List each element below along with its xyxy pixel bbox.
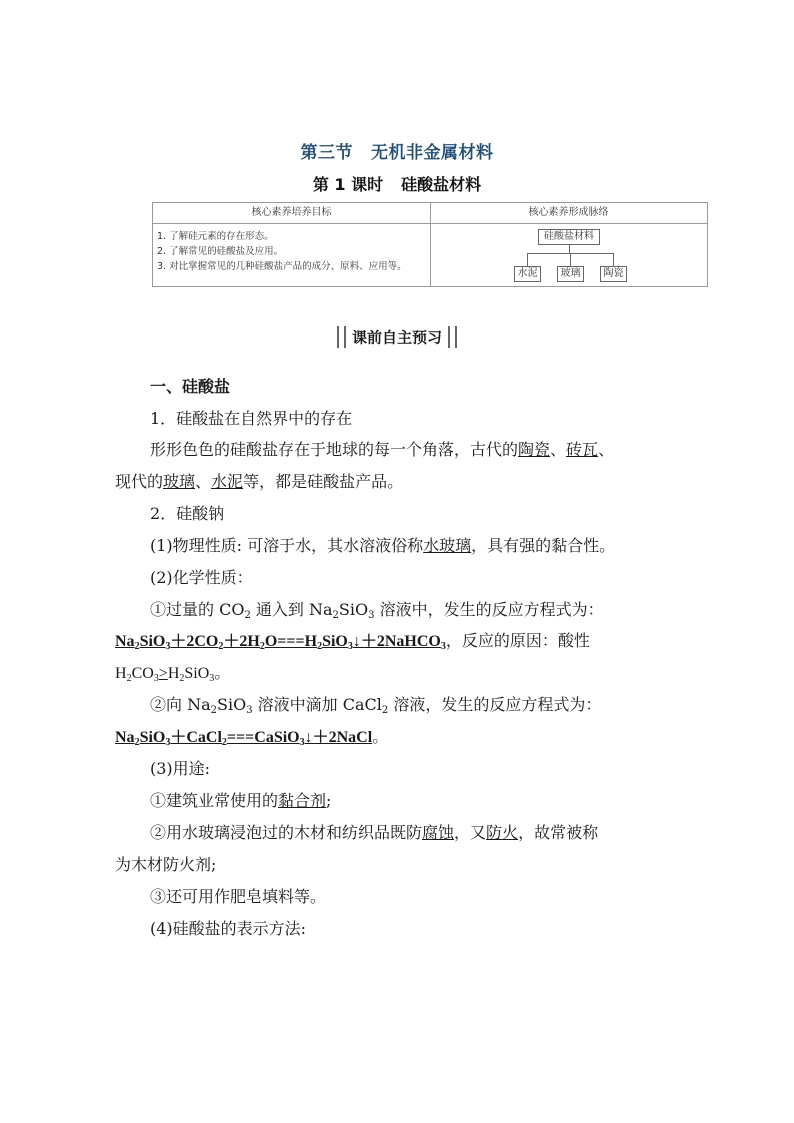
equation-answer: $Na_2SiO_3+2CO_2+2H_2O===H_2SiO_3↓+2NaHCO_3$ (115, 633, 446, 652)
heading-bar-right (448, 326, 457, 348)
text: ②向 Na (150, 695, 211, 714)
use-item (150, 820, 598, 843)
text: ①建筑业常使用的 (150, 791, 279, 810)
table-divider (430, 203, 431, 286)
text: SiO (338, 600, 369, 619)
uses-label: (3)用途: (150, 759, 211, 778)
answer-blank: 玻璃 (163, 472, 196, 491)
text: 溶液中滴加 CaCl (252, 695, 382, 714)
diagram-child-box: 水泥 (514, 266, 541, 282)
text: (1)物理性质: 可溶于水，其水溶液俗称 (150, 536, 424, 555)
text: 溶液中，发生的反应方程式为： (374, 600, 604, 619)
text: 形形色色的硅酸盐存在于地球的每一个角落，古代的 (150, 440, 519, 459)
reaction1-equation-line (115, 628, 590, 651)
equation-answer: $Na_2SiO_3+CaCl_2===CaSiO_3↓+2NaCl$ (115, 729, 373, 748)
answer-blank: 防火 (486, 823, 519, 842)
text: ，反应的原因：酸性 (445, 631, 590, 650)
representation-label: (4)硅酸盐的表示方法: (150, 919, 307, 938)
lesson-name: 硅酸盐材料 (401, 175, 482, 194)
acidity-comparison-line (115, 660, 230, 683)
subheading-sodium-silicate: 2．硅酸钠 (150, 504, 225, 523)
lesson-number: 第 1 课时 (312, 175, 384, 194)
text: ②用水玻璃浸泡过的木材和纺织品既防 (150, 823, 423, 842)
diagram-child-box: 陶瓷 (600, 266, 627, 282)
use-item (150, 788, 331, 811)
diagram-connector (527, 253, 528, 266)
text: ，故常被称 (518, 823, 599, 842)
text: 。 (214, 663, 231, 682)
chemical-property-label: (2)化学性质： (150, 568, 253, 587)
goal-item: 1. 了解硅元素的存在形态。 (157, 231, 274, 242)
text: 、 (598, 440, 615, 459)
answer-blank: 陶瓷 (518, 440, 551, 459)
answer-blank: 黏合剂 (278, 791, 327, 810)
text: ，具有强的黏合性。 (471, 536, 616, 555)
section-number: 第三节 (300, 143, 353, 163)
use-item: ③还可用作肥皂填料等。 (150, 887, 327, 906)
text: 溶液，发生的反应方程式为： (388, 695, 602, 714)
text: ; (326, 791, 332, 810)
lesson-title (0, 172, 794, 195)
answer-blank: 腐蚀 (422, 823, 455, 842)
heading-bar-left (337, 326, 346, 348)
subheading-natural-occurrence: 1．硅酸盐在自然界中的存在 (150, 409, 353, 428)
answer-blank: 砖瓦 (566, 440, 599, 459)
heading-silicates: 一、硅酸盐 (150, 377, 231, 396)
paragraph-line (150, 437, 614, 460)
objectives-header: 核心素养培养目标 (153, 203, 431, 224)
section-heading-text: 课前自主预习 (351, 328, 442, 347)
text: ①过量的 CO (150, 600, 245, 619)
preview-section-heading (0, 326, 794, 348)
acidity-answer: $H_2CO_3>H_2SiO_3$ (115, 665, 215, 684)
reaction1-intro: ①过量的 $CO_2$ 通入到 $Na_2SiO_3$ 溶液中，发生的反应方程式为： (150, 600, 604, 621)
diagram-connector (570, 253, 571, 266)
reaction2-intro: ②向 $Na_2SiO_3$ 溶液中滴加 CaCl$_2$ 溶液，发生的反应方程式为： (150, 695, 602, 716)
text: SiO (217, 695, 247, 714)
goal-item: 3. 对比掌握常见的几种硅酸盐产品的成分、原料、应用等。 (157, 261, 407, 272)
diagram-connector (569, 245, 570, 253)
objectives-table (152, 202, 708, 287)
answer-blank: 水泥 (211, 472, 244, 491)
text: 通入到 Na (250, 600, 333, 619)
paragraph-line (115, 469, 403, 492)
text: 、 (550, 440, 567, 459)
text: 。 (372, 727, 389, 746)
goal-item: 2. 了解常见的硅酸盐及应用。 (157, 246, 284, 257)
section-title (0, 138, 794, 163)
diagram-root-box: 硅酸盐材料 (538, 229, 600, 245)
section-name: 无机非金属材料 (371, 143, 494, 163)
reaction2-equation-line (115, 724, 388, 747)
text: 现代的 (115, 472, 164, 491)
diagram-child-box: 玻璃 (557, 266, 584, 282)
text: 、 (195, 472, 212, 491)
physical-property-line (150, 533, 615, 556)
use-item-continued: 为木材防火剂; (115, 855, 217, 874)
text: ，又 (454, 823, 487, 842)
text: 等，都是硅酸盐产品。 (243, 472, 404, 491)
context-header: 核心素养形成脉络 (430, 203, 707, 224)
answer-blank: 水玻璃 (423, 536, 472, 555)
diagram-connector (613, 253, 614, 266)
